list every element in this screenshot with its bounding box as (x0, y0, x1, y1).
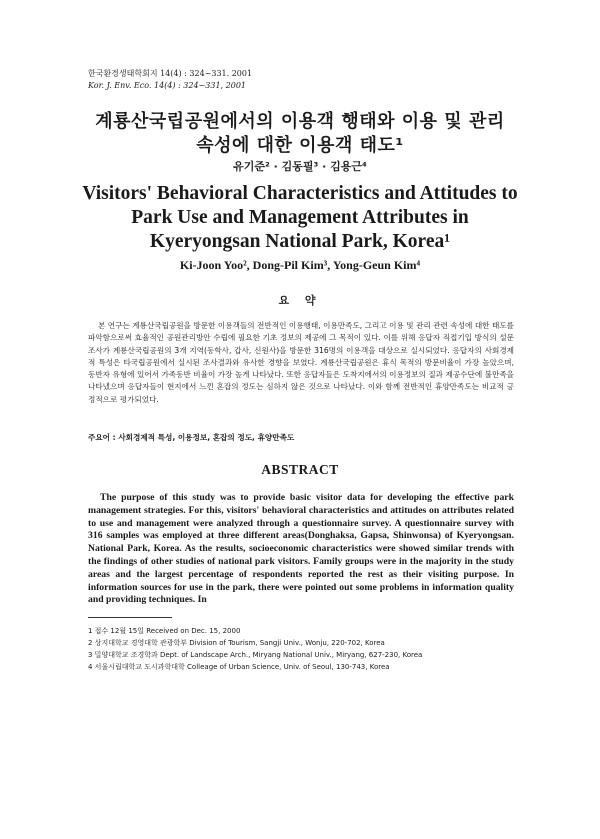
abstract-english (88, 492, 514, 607)
title-english (80, 182, 520, 254)
footnote-item: 3 밀양대학교 조경학과 Dept. of Landscape Arch., Miryang National Univ., Miryang, 627-230, Korea (88, 651, 423, 659)
abstract-heading: ABSTRACT (261, 462, 339, 477)
authors-english: Ki-Joon Yoo², Dong-Pil Kim³, Yong-Geun Kim⁴ (179, 258, 421, 272)
journal-citation-en: Kor. J. Env. Eco. 14(4) : 324~331, 2001 (88, 81, 246, 90)
journal-citation-ko: 한국환경생태학회지 14(4) : 324~331. 2001 (88, 69, 253, 78)
footnotes (88, 625, 422, 673)
title-korean-line-1: 계룡산국립공원에서의 이용객 행태와 이용 및 관리 (95, 111, 505, 132)
footnote-item: 2 상지대학교 경영대학 관광학부 Division of Tourism, Sangji Univ., Wonju, 220-702, Korea (88, 639, 385, 647)
abstract-english-text: The purpose of this study was to provide basic visitor data for developing the effective park management strategies. For this, visitors' behavioral characteristics and attitudes on attributes related to use and management were analyzed through a questionnaire survey. A questionnaire survey with 316 samples was employed at three different areas(Donghaksa, Gapsa, Shinwonsa) of Kyeryongsan. National Park, Korea. As the results, socioeconomic characteristics were showed similar trends with the findings of other studies of national park visitors. Family groups were in the majority in the study areas and the largest percentage of respondents reported the rest as their visiting purpose. In information sources for use in the park, there were pointed out some problems in information quality and providing techniques. In (88, 492, 514, 606)
title-english-line-2: Park Use and Management Attributes in (131, 207, 469, 228)
title-korean (60, 110, 540, 158)
footnote-item: 1 접수 12월 15일 Received on Dec. 15, 2000 (88, 627, 241, 635)
keywords-korean: 주요어 : 사회경제적 특성, 이용정보, 혼잡의 정도, 휴양만족도 (88, 433, 295, 442)
title-english-line-1: Visitors' Behavioral Characteristics and Attitudes to (82, 183, 518, 204)
authors-korean: 유기준² · 김동필³ · 김용근⁴ (233, 160, 367, 173)
summary-korean-text: 본 연구는 계룡산국립공원을 방문한 이용객들의 전반적인 이용행태, 이용만족도, 그리고 이용 및 관리 관련 속성에 대한 태도를 파악함으로써 효율적인 공원관리방안 수립에 필요한 기초 정보의 제공에 그 목적이 있다. 이를 위해 응답자 직접기입 방식의 설문조사가 계룡산국립공원의 3개 지역(동학사, 갑사, 신원사)을 방문한 316명의 이용객을 대상으로 실시되었다. 응답자의 사회경제적 특성은 타국립공원에서 실시된 조사결과와 유사한 경향을 보였다. 계룡산국립공원은 휴식 목적의 방문비율이 가장 높았으며, 동반자 유형에 있어서 가족동반 비율이 가장 높게 나타났다. 또한 응답자들은 도착지에서의 이용정보의 질과 제공수단에 불만족을 나타냈으며 응답자들이 현지에서 느낀 혼잡의 정도는 심하지 않은 것으로 나타났다. 이와 함께 전반적인 휴양만족도는 비교적 긍정적으로 평가되었다. (88, 321, 514, 404)
title-english-line-3: Kyeryongsan National Park, Korea¹ (149, 231, 451, 252)
title-korean-line-2: 속성에 대한 이용객 태도¹ (196, 135, 404, 156)
footnote-item: 4 서울시립대학교 도시과학대학 Colleage of Urban Science, Univ. of Seoul, 130-743, Korea (88, 663, 390, 671)
footnote-divider (88, 617, 172, 618)
summary-korean (88, 320, 514, 406)
journal-citation (88, 68, 252, 92)
summary-heading-korean: 요 약 (278, 294, 322, 307)
